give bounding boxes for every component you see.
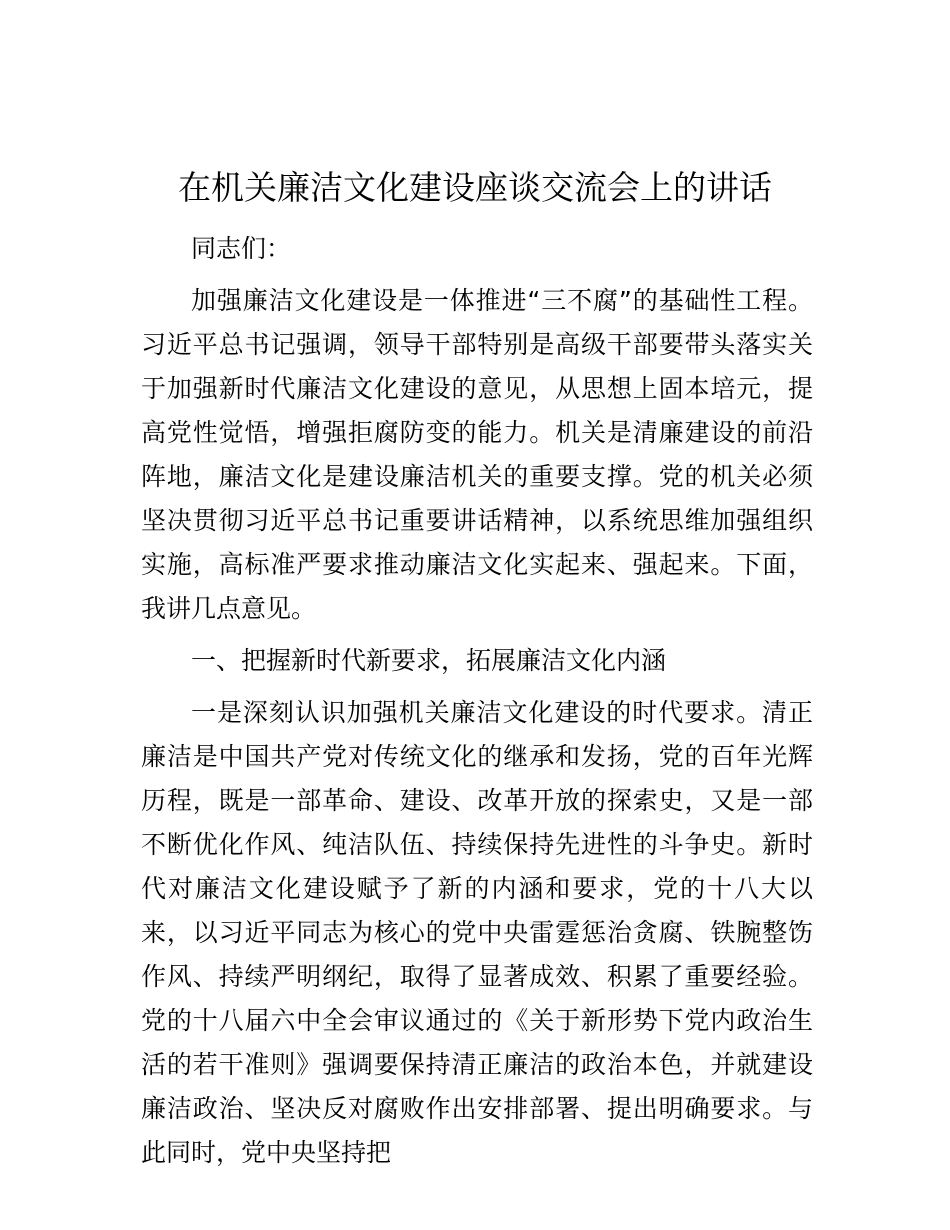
section-heading-1: 一、把握新时代新要求，拓展廉洁文化内涵 <box>191 646 667 675</box>
greeting: 同志们： <box>191 234 292 263</box>
paragraph-section-1-point-1: 一是深刻认识加强机关廉洁文化建设的时代要求。清正廉洁是中国共产党对传统文化的继承和发扬，党的百年光辉历程，既是一部革命、建设、改革开放的探索史，又是一部不断优化作风、纯洁队伍、持续保持先进性的斗争史。新时代对廉洁文化建设赋予了新的内涵和要求，党的十八大以来，以习近平同志为核心的党中央雷霆惩治贪腐、铁腕整饬作风、持续严明纲纪，取得了显著成效、积累了重要经验。党的十八届六中全会审议通过的《关于新形势下党内政治生活的若干准则》强调要保持清正廉洁的政治本色，并就建设廉洁政治、坚决反对腐败作出安排部署、提出明确要求。与此同时，党中央坚持把 <box>141 698 813 1167</box>
paragraph-intro: 加强廉洁文化建设是一体推进“三不腐”的基础性工程。习近平总书记强调，领导干部特别是高级干部要带头落实关于加强新时代廉洁文化建设的意见，从思想上固本培元，提高党性觉悟，增强拒腐防变的能力。机关是清廉建设的前沿阵地，廉洁文化是建设廉洁机关的重要支撑。党的机关必须坚决贯彻习近平总书记重要讲话精神，以系统思维加强组织实施，高标准严要求推动廉洁文化实起来、强起来。下面，我讲几点意见。 <box>141 286 813 623</box>
document-title: 在机关廉洁文化建设座谈交流会上的讲话 <box>178 168 772 207</box>
document-body <box>141 227 813 1175</box>
